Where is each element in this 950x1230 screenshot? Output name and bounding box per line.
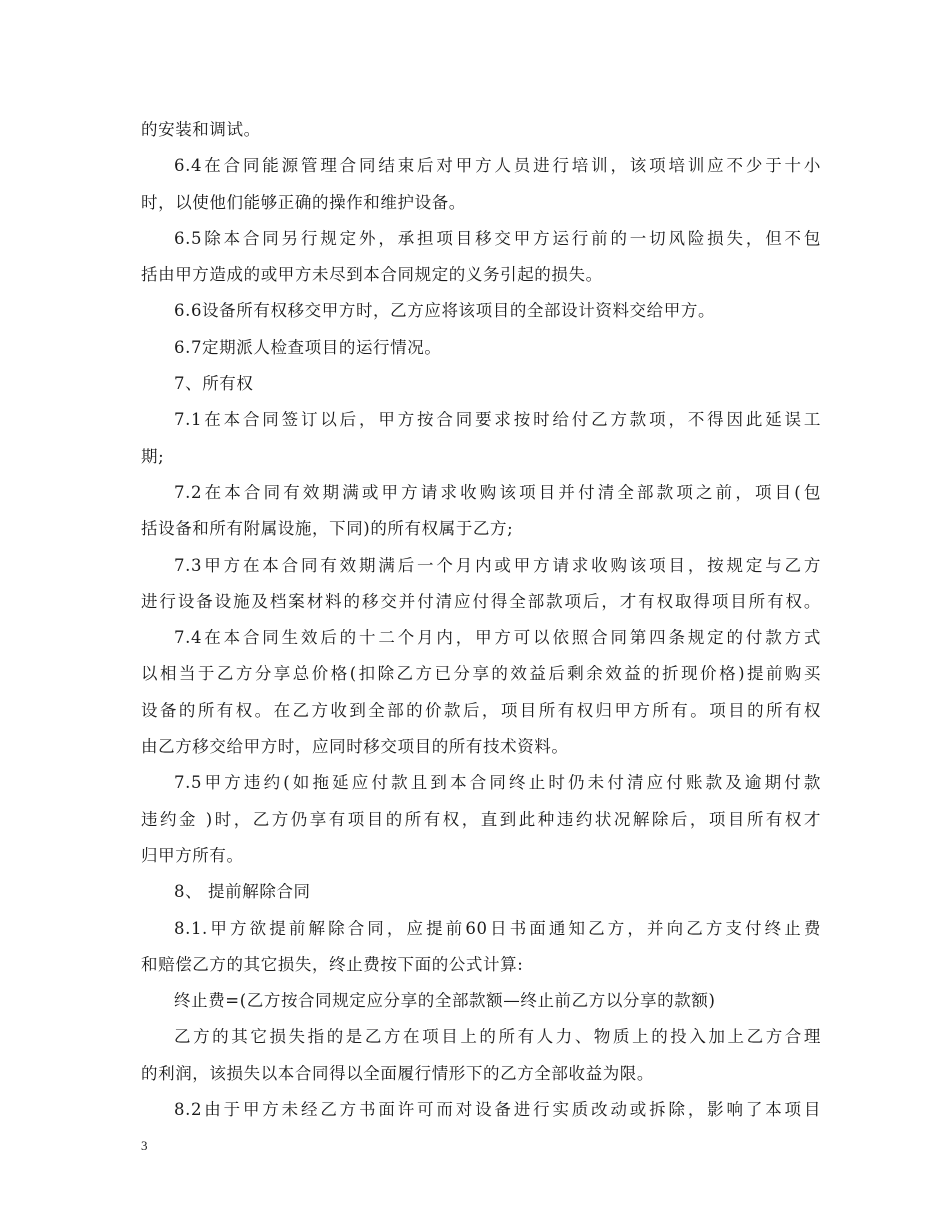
text-line: 6.4在合同能源管理合同结束后对甲方人员进行培训，该项培训应不少于十小 — [174, 156, 821, 176]
text-line: 以相当于乙方分享总价格(扣除乙方已分享的效益后剩余效益的折现价格)提前购买 — [141, 664, 821, 684]
text-line: 7.4在本合同生效后的十二个月内，甲方可以依照合同第四条规定的付款方式 — [174, 628, 821, 648]
text-line: 6.5除本合同另行规定外，承担项目移交甲方运行前的一切风险损失，但不包 — [174, 228, 821, 248]
text-line: 8.2由于甲方未经乙方书面许可而对设备进行实质改动或拆除，影响了本项目 — [174, 1100, 821, 1120]
section-heading: 7、所有权 — [174, 374, 254, 394]
text-line: 设备的所有权。在乙方收到全部的价款后，项目所有权归甲方所有。项目的所有权 — [141, 700, 821, 720]
text-line: 7.5甲方违约(如拖延应付款且到本合同终止时仍未付清应付账款及逾期付款 — [174, 773, 821, 793]
text-line: 的安装和调试。 — [141, 120, 261, 139]
text-line: 的利润，该损失以本合同得以全面履行情形下的乙方全部收益为限。 — [141, 1063, 654, 1083]
text-line: 乙方的其它损失指的是乙方在项目上的所有人力、物质上的投入加上乙方合理 — [174, 1027, 821, 1047]
text-line: 6.7定期派人检查项目的运行情况。 — [174, 337, 442, 357]
text-line: 括设备和所有附属设施，下同)的所有权属于乙方; — [141, 519, 514, 539]
text-line: 期; — [141, 446, 165, 466]
formula-line: 终止费=(乙方按合同规定应分享的全部款额—终止前乙方以分享的款额) — [174, 991, 716, 1011]
text-line: 归甲方所有。 — [141, 845, 244, 865]
text-line: 违约金 )时，乙方仍享有项目的所有权，直到此种违约状况解除后，项目所有权才 — [141, 809, 821, 829]
text-line: 6.6设备所有权移交甲方时，乙方应将该项目的全部设计资料交给甲方。 — [174, 301, 716, 321]
text-line: 进行设备设施及档案材料的移交并付清应付得全部款项后，才有权取得项目所有权。 — [141, 591, 821, 611]
text-line: 7.1在本合同签订以后，甲方按合同要求按时给付乙方款项，不得因此延误工 — [174, 410, 821, 430]
text-line: 7.2在本合同有效期满或甲方请求收购该项目并付清全部款项之前，项目(包 — [174, 482, 821, 502]
text-line: 括由甲方造成的或甲方未尽到本合同规定的义务引起的损失。 — [141, 265, 603, 285]
document-body — [141, 112, 821, 1128]
text-line: 7.3甲方在本合同有效期满后一个月内或甲方请求收购该项目，按规定与乙方 — [174, 555, 821, 575]
section-heading: 8、 提前解除合同 — [174, 882, 311, 902]
text-line: 和赔偿乙方的其它损失，终止费按下面的公式计算: — [141, 954, 524, 974]
page-number: 3 — [141, 1138, 148, 1153]
text-line: 8.1.甲方欲提前解除合同，应提前60日书面通知乙方，并向乙方支付终止费 — [174, 918, 821, 938]
text-line: 时，以使他们能够正确的操作和维护设备。 — [141, 192, 466, 212]
text-line: 由乙方移交给甲方时，应同时移交项目的所有技术资料。 — [141, 737, 569, 757]
